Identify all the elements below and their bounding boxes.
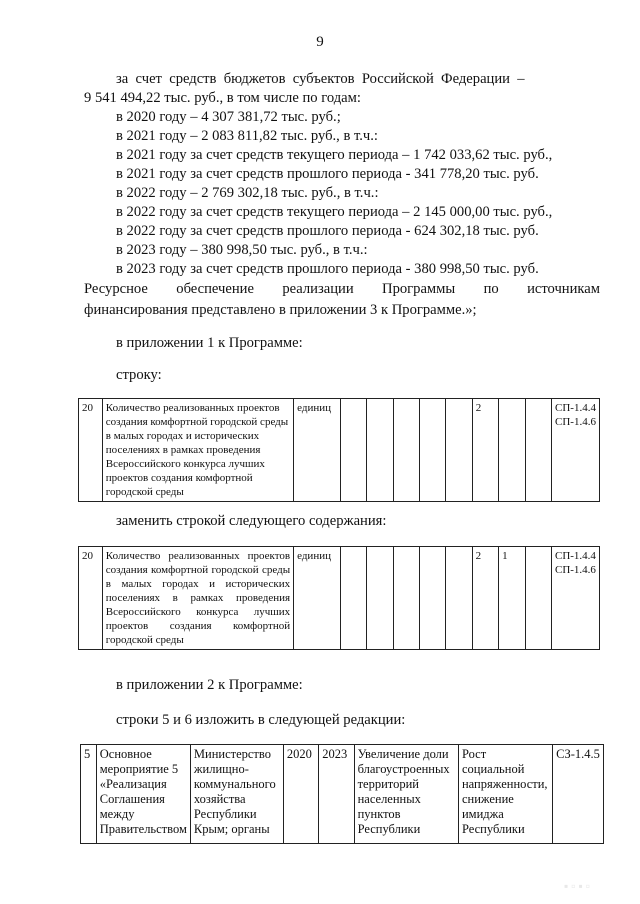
cell-value-b <box>499 399 525 502</box>
budget-line: в 2020 году – 4 307 381,72 тыс. руб.; <box>116 109 341 125</box>
replace-label: заменить строкой следующего содержания: <box>116 513 387 529</box>
budget-line: в 2021 году – 2 083 811,82 тыс. руб., в т.ч.: <box>116 128 378 144</box>
budget-line: в 2023 году – 380 998,50 тыс. руб., в т.ч.: <box>116 242 368 258</box>
cell-event: Основное мероприятие 5 «Реализация Соглашения между Правительством <box>96 745 190 844</box>
cell-executor: Министерство жилищно-коммунального хозяйства Республики Крым; органы <box>190 745 283 844</box>
cell-consequence: Рост социальной напряженности, снижение имиджа Республики <box>458 745 552 844</box>
cell-value-a: 2 <box>472 399 499 502</box>
cell-empty <box>393 399 419 502</box>
appendix2-heading: в приложении 2 к Программе: <box>116 677 303 693</box>
table-row <box>79 399 600 502</box>
cell-value-b: 1 <box>499 547 526 650</box>
cell-code: СП-1.4.4 СП-1.4.6 <box>551 547 599 650</box>
appendix1-heading: в приложении 1 к Программе: <box>116 335 303 351</box>
cell-year-end: 2023 <box>319 745 354 844</box>
financing-word: Программы <box>382 281 456 297</box>
rows56-label: строки 5 и 6 изложить в следующей редакции: <box>116 712 406 728</box>
cell-value-a: 2 <box>472 547 499 650</box>
budget-line: в 2022 году за счет средств текущего периода – 2 145 000,00 тыс. руб., <box>116 204 553 220</box>
cell-empty <box>367 547 393 650</box>
cell-empty <box>340 547 366 650</box>
cell-num: 20 <box>79 547 103 650</box>
financing-line <box>84 280 600 298</box>
cell-empty <box>446 399 472 502</box>
budget-line: в 2022 году за счет средств прошлого периода - 624 302,18 тыс. руб. <box>116 223 539 239</box>
cell-empty <box>340 399 366 502</box>
financing-tail: финансирования представлено в приложении 3 к Программе.»; <box>84 302 477 318</box>
cell-empty <box>525 399 551 502</box>
table-row <box>81 745 604 844</box>
page-number: 9 <box>316 34 324 50</box>
row-label: строку: <box>116 367 162 383</box>
financing-word: обеспечение <box>176 281 254 297</box>
table-new-row <box>78 546 600 650</box>
financing-word: по <box>483 281 499 297</box>
table-old-row <box>78 398 600 502</box>
financing-word: реализации <box>282 281 354 297</box>
budget-line: в 2021 году за счет средств текущего периода – 1 742 033,62 тыс. руб., <box>116 147 553 163</box>
cell-num: 20 <box>79 399 103 502</box>
table-program-events <box>80 744 604 844</box>
cell-unit: единиц <box>294 547 341 650</box>
cell-empty <box>393 547 419 650</box>
budget-line: за счет средств бюджетов субъектов Российской Федерации – <box>116 71 525 87</box>
cell-empty <box>420 399 446 502</box>
table-row <box>79 547 600 650</box>
cell-empty <box>446 547 472 650</box>
cell-unit: единиц <box>294 399 341 502</box>
budget-line: в 2021 году за счет средств прошлого периода - 341 778,20 тыс. руб. <box>116 166 539 182</box>
cell-result: Увеличение доли благоустроенных территорий населенных пунктов Республики <box>354 745 458 844</box>
cell-empty <box>419 547 445 650</box>
financing-word: источникам <box>527 281 600 297</box>
budget-line: 9 541 494,22 тыс. руб., в том числе по годам: <box>84 90 361 106</box>
cell-indicator-name: Количество реализованных проектов создания комфортной городской среды в малых городах и исторических поселениях в рамках проведения Всероссийского конкурса лучших проектов создания комфортной городской среды <box>102 547 293 650</box>
cell-empty <box>525 547 551 650</box>
cell-year-start: 2020 <box>283 745 318 844</box>
cell-code: СЗ-1.4.5 <box>553 745 604 844</box>
financing-word: Ресурсное <box>84 281 148 297</box>
cell-indicator-name: Количество реализованных проектов создания комфортной городской среды в малых городах и исторических поселениях в рамках проведения Всероссийского конкурса лучших проектов создания комфортной городской среды <box>102 399 293 502</box>
scan-mark: ▪ ▫ ▪ ▫ <box>563 879 590 893</box>
cell-code: СП-1.4.4 СП-1.4.6 <box>552 399 600 502</box>
cell-empty <box>367 399 393 502</box>
budget-line: в 2023 году за счет средств прошлого периода - 380 998,50 тыс. руб. <box>116 261 539 277</box>
cell-num: 5 <box>81 745 97 844</box>
budget-line: в 2022 году – 2 769 302,18 тыс. руб., в т.ч.: <box>116 185 379 201</box>
